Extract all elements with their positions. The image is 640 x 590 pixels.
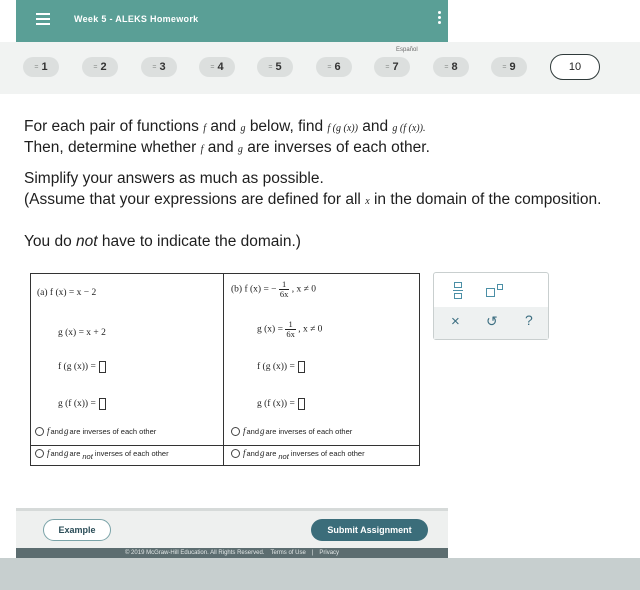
legal-separator: | (311, 550, 314, 556)
page-bottom-background (0, 558, 640, 590)
part-a-fog-answer-input[interactable] (99, 361, 106, 373)
copyright-text: © 2019 McGraw-Hill Education. All Rights Reserved. (124, 550, 265, 556)
part-b-fog-row: f (g (x)) = (257, 361, 305, 373)
part-b-option-inverses[interactable]: f and g are inverses of each other (231, 426, 352, 436)
legal-bar (16, 548, 448, 558)
radio-button[interactable] (35, 449, 44, 458)
part-a-option-inverses[interactable]: f and g are inverses of each other (35, 426, 156, 436)
part-a-fog-row: f (g (x)) = (58, 361, 106, 373)
question-button-5[interactable]: = 5 (257, 57, 293, 77)
question-button-2[interactable]: = 2 (82, 57, 118, 77)
espanol-link[interactable]: Español (396, 47, 418, 53)
domain-instruction: You do not have to indicate the domain.) (24, 233, 301, 250)
part-a-gof-row: g (f (x)) = (58, 398, 106, 410)
problem-table (30, 273, 420, 466)
part-b-fog-answer-input[interactable] (298, 361, 305, 373)
part-b-option-not-inverses[interactable]: f and g are not inverses of each other (231, 448, 365, 458)
hamburger-menu-icon[interactable] (36, 13, 50, 25)
terms-of-use-link[interactable]: Terms of Use (270, 550, 306, 556)
simplify-instruction: Simplify your answers as much as possible. (24, 170, 324, 187)
part-a-gof-answer-input[interactable] (99, 398, 106, 410)
question-button-8[interactable]: = 8 (433, 57, 469, 77)
part-a-f-definition: (a) f (x) = x − 2 (37, 288, 97, 298)
column-divider (223, 274, 224, 465)
radio-button[interactable] (35, 427, 44, 436)
instruction-line-1: For each pair of functions f and g below, find f (g (x)) and g (f (x)). (24, 118, 426, 135)
superscript-icon[interactable] (486, 284, 504, 298)
submit-assignment-button[interactable]: Submit Assignment (311, 519, 428, 541)
help-icon[interactable]: ? (525, 312, 533, 328)
privacy-link[interactable]: Privacy (319, 550, 340, 556)
question-button-1[interactable]: = 1 (23, 57, 59, 77)
radio-button[interactable] (231, 427, 240, 436)
header-bar (16, 0, 448, 42)
undo-icon[interactable]: ↺ (486, 313, 498, 329)
part-b-g-definition: g (x) = $\frac{1}{6x}$ , x ≠ 0 (257, 319, 323, 339)
fraction-icon[interactable] (453, 282, 463, 300)
part-b-gof-answer-input[interactable] (298, 398, 305, 410)
question-button-9[interactable]: = 9 (491, 57, 527, 77)
math-input-palette (433, 272, 549, 340)
part-b-gof-row: g (f (x)) = (257, 398, 305, 410)
footer-bar (16, 508, 448, 558)
part-a-g-definition: g (x) = x + 2 (58, 328, 106, 338)
assignment-title: Week 5 - ALEKS Homework (74, 14, 199, 24)
clear-icon[interactable]: × (451, 313, 460, 330)
part-b-f-definition: (b) f (x) = − $\frac{1}{6x}$ , x ≠ 0 (231, 279, 317, 299)
part-a-option-not-inverses[interactable]: f and g are not inverses of each other (35, 448, 169, 458)
more-options-icon[interactable] (438, 11, 442, 26)
radio-button[interactable] (231, 449, 240, 458)
row-divider (31, 445, 419, 446)
question-button-4[interactable]: = 4 (199, 57, 235, 77)
question-button-6[interactable]: = 6 (316, 57, 352, 77)
instruction-line-2: Then, determine whether f and g are inverses of each other. (24, 139, 430, 156)
example-button[interactable]: Example (43, 519, 111, 541)
question-button-7[interactable]: = 7 (374, 57, 410, 77)
question-button-3[interactable]: = 3 (141, 57, 177, 77)
footer-divider (16, 508, 448, 511)
question-button-10-current[interactable]: 10 (550, 54, 600, 80)
assumption-instruction: (Assume that your expressions are defined for all x in the domain of the composition. (24, 191, 602, 208)
